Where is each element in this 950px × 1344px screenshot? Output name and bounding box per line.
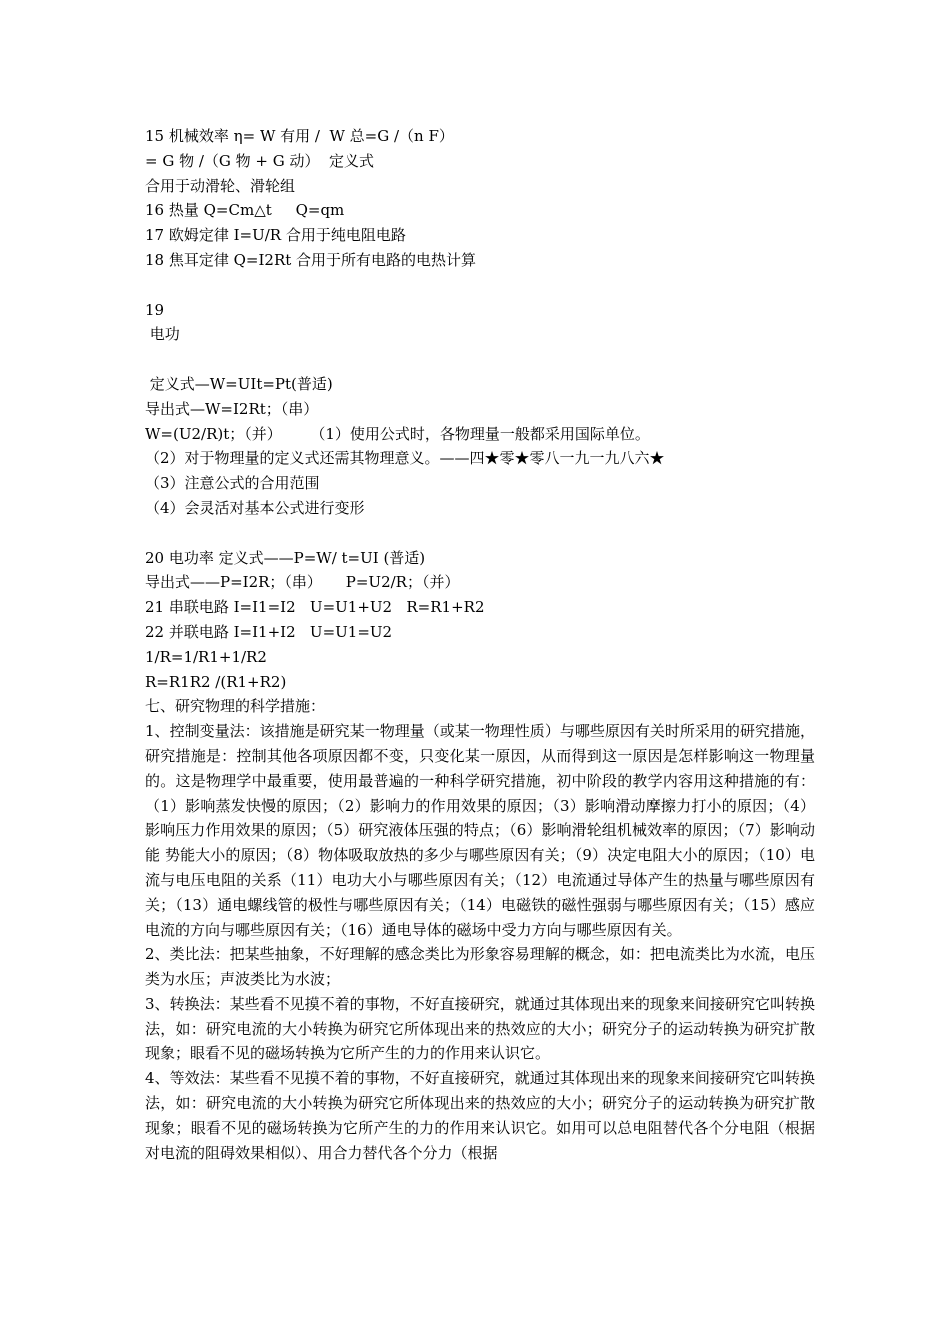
- formula-22-resistance: 1/R=1/R1+1/R2: [145, 647, 267, 666]
- note-4: （4）会灵活对基本公式进行变形: [145, 498, 365, 517]
- blank-line: [145, 273, 815, 298]
- section-heading-7: 七、研究物理的科学措施：: [145, 697, 326, 716]
- formula-16-heat: 16 热量 Q=Cm△t Q=qm: [145, 201, 345, 220]
- formula-15-definition: = G 物 /（G 物 + G 动） 定义式: [145, 151, 375, 170]
- formula-19-number: 19: [145, 300, 165, 319]
- blank-line: [145, 347, 815, 372]
- formula-20-derived: 导出式——P=I2R；（串） P=U2/R；（并）: [145, 573, 460, 592]
- formula-20-power: 20 电功率 定义式——P=W/ t=UI (普适): [145, 548, 426, 567]
- blank-line: [145, 521, 815, 546]
- note-3: （3）注意公式的合用范围: [145, 474, 320, 493]
- formula-17-ohm: 17 欧姆定律 I=U/R 合用于纯电阻电路: [145, 226, 406, 245]
- note-2: （2）对于物理量的定义式还需其物理意义。——四★零★零八一九一九八六★: [145, 449, 665, 468]
- paragraph-control-variable: 1、控制变量法：该措施是研究某一物理量（或某一物理性质）与哪些原因有关时所采用的研究措施，研究措施是：控制其他各项原因都不变，只变化某一原因，从而得到这一原因是怎样影响这一物理量的。这是物理学中最重要，使用最普遍的一种科学研究措施，初中阶段的教学内容用这种措施的有：（1）影响蒸发快慢的原因；（2）影响力的作用效果的原因；（3）影响滑动摩擦力打小的原因；（4）影响压力作用效果的原因；（5）研究液体压强的特点；（6）影响滑轮组机械效率的原因；（7）影响动能 势能大小的原因；（8）物体吸取放热的多少与哪些原因有关；（9）决定电阻大小的原因；（10）电流与电压电阻的关系（11）电功大小与哪些原因有关；（12）电流通过导体产生的热量与哪些原因有关；（13）通电螺线管的极性与哪些原因有关；（14）电磁铁的磁性强弱与哪些原因有关；（15）感应电流的方向与哪些原因有关；（16）通电导体的磁场中受力方向与哪些原因有关。: [145, 722, 815, 939]
- formula-22-two-resistors: R=R1R2 /(R1+R2): [145, 672, 287, 691]
- paragraph-conversion: 3、转换法：某些看不见摸不着的事物，不好直接研究，就通过其体现出来的现象来间接研究它叫转换法，如：研究电流的大小转换为研究它所体现出来的热效应的大小；研究分子的运动转换为研究扩散现象；眼看不见的磁场转换为它所产生的力的作用来认识它。: [145, 994, 815, 1063]
- paragraph-analogy: 2、类比法：把某些抽象，不好理解的感念类比为形象容易理解的概念，如：把电流类比为水流，电压类为水压；声波类比为水波；: [145, 945, 815, 989]
- formula-22-parallel: 22 并联电路 I=I1+I2 U=U1=U2: [145, 622, 393, 641]
- formula-15-efficiency: 15 机械效率 η= W 有用 / W 总=G /（n F）: [145, 127, 454, 145]
- formula-19-derived-series: 导出式—W=I2Rt；（串）: [145, 399, 319, 418]
- formula-19-definition: 定义式—W=UIt=Pt(普适): [145, 374, 333, 393]
- formula-21-series: 21 串联电路 I=I1=I2 U=U1+U2 R=R1+R2: [145, 598, 485, 617]
- formula-19-title: 电功: [145, 325, 180, 344]
- formula-18-joule: 18 焦耳定律 Q=I2Rt 合用于所有电路的电热计算: [145, 250, 477, 269]
- document-body: [145, 124, 815, 1165]
- paragraph-equivalence: 4、等效法：某些看不见摸不着的事物，不好直接研究，就通过其体现出来的现象来间接研究它叫转换法，如：研究电流的大小转换为研究它所体现出来的热效应的大小；研究分子的运动转换为研究扩散现象；眼看不见的磁场转换为它所产生的力的作用来认识它。如用可以总电阻替代各个分电阻（根据对电流的阻碍效果相似）、用合力替代各个分力（根据: [145, 1069, 815, 1162]
- formula-15-scope: 合用于动滑轮、滑轮组: [145, 176, 296, 195]
- formula-19-derived-parallel: W=(U2/R)t；（并） （1）使用公式时，各物理量一般都采用国际单位。: [145, 424, 650, 443]
